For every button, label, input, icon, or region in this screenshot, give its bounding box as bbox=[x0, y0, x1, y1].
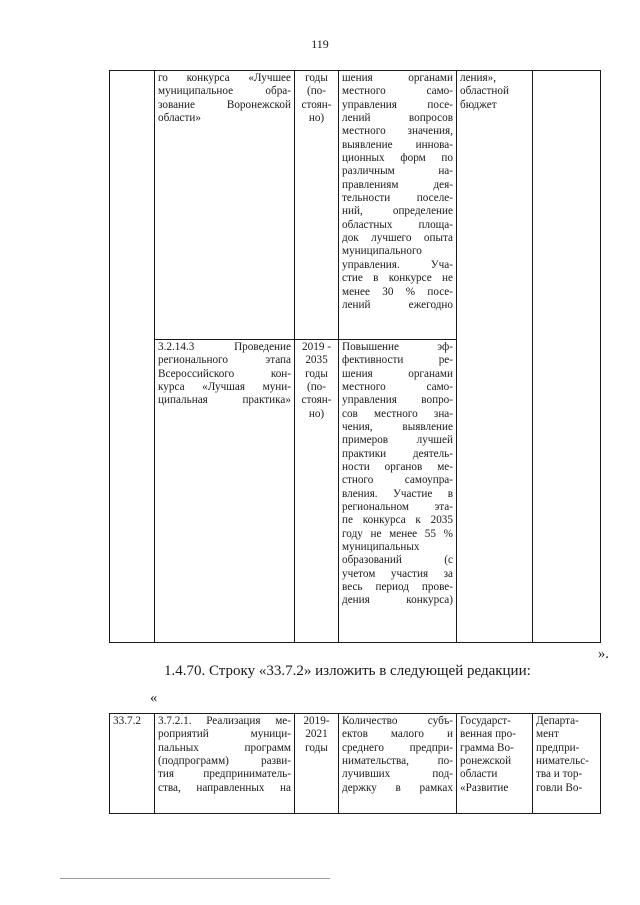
cell-line: лений ежегодно bbox=[342, 298, 453, 311]
cell-line: образований (с bbox=[342, 554, 453, 567]
cell-line: региональном эта- bbox=[342, 501, 453, 514]
cell-line: годы bbox=[305, 72, 328, 84]
cell-line: менее 30 % посе- bbox=[342, 285, 453, 298]
cell-line: но) bbox=[308, 407, 325, 420]
cell-line: правлениям дея- bbox=[342, 178, 453, 191]
cell-line: стоян- bbox=[301, 98, 332, 111]
cell-line: тельности поселе- bbox=[342, 192, 453, 205]
cell-line: ний, определение bbox=[342, 205, 453, 218]
code-cell: 33.7.2 bbox=[110, 714, 155, 814]
period-cell bbox=[295, 339, 339, 642]
cell-line: ципальная практика» bbox=[158, 394, 291, 407]
cell-line: 3.2.14.3 Проведение bbox=[158, 340, 291, 353]
cell-line: году не менее 55 % bbox=[342, 527, 453, 540]
cell-line: области bbox=[460, 768, 498, 781]
period-cell bbox=[295, 714, 339, 814]
cell-line: 2019- bbox=[303, 715, 330, 727]
cell-line: шения органами bbox=[342, 367, 453, 380]
cell-line: местного значения, bbox=[342, 125, 453, 138]
cell-line: Количество субъ- bbox=[342, 715, 453, 727]
code-cell bbox=[110, 71, 155, 643]
cell-line: муниципального bbox=[342, 245, 422, 258]
cell-line: вления. Участие в bbox=[342, 487, 453, 500]
measures-table-continuation bbox=[109, 70, 601, 643]
cell-line: нимательс- bbox=[536, 755, 589, 768]
cell-line: годы bbox=[305, 741, 328, 754]
program-cell bbox=[457, 714, 533, 814]
cell-line: муниципальное обра- bbox=[158, 85, 291, 98]
result-cell bbox=[339, 71, 457, 340]
cell-line: чения, выявление bbox=[342, 421, 453, 433]
cell-line: области» bbox=[158, 112, 201, 125]
cell-line: управления посе- bbox=[342, 98, 453, 111]
cell-line: говли Во- bbox=[536, 781, 583, 794]
title-cell bbox=[155, 339, 295, 642]
cell-line: практики деятель- bbox=[342, 447, 453, 460]
cell-line: курса «Лучшая муни- bbox=[158, 380, 291, 393]
executor-cell bbox=[533, 71, 601, 643]
cell-line: Департа- bbox=[536, 715, 579, 727]
closing-quote: ». bbox=[598, 646, 609, 662]
cell-line: учетом участия за bbox=[342, 567, 453, 580]
cell-line: (подпрограмм) разви- bbox=[158, 755, 291, 768]
cell-line: лучивших под- bbox=[342, 768, 453, 781]
cell-line: бюджет bbox=[460, 98, 497, 111]
cell-line: го конкурса «Лучшее bbox=[158, 72, 291, 84]
cell-line: ронежской bbox=[460, 755, 512, 768]
cell-line: областных площа- bbox=[342, 218, 453, 231]
cell-line: пальных программ bbox=[158, 741, 291, 754]
cell-line: Повышение эф- bbox=[342, 340, 453, 353]
cell-line: ектов малого и bbox=[342, 728, 453, 741]
cell-line: роприятий муници- bbox=[158, 728, 291, 741]
cell-line: управления. Уча- bbox=[342, 258, 453, 271]
cell-line: регионального этапа bbox=[158, 354, 291, 367]
cell-line: лений вопросов bbox=[342, 112, 453, 125]
opening-quote: « bbox=[150, 690, 158, 706]
cell-line: стного самоупра- bbox=[342, 474, 453, 487]
cell-line: стоян- bbox=[301, 394, 332, 407]
cell-line: примеров лучшей bbox=[342, 434, 453, 447]
cell-line: 2021 bbox=[305, 728, 328, 741]
cell-line: ности органов ме- bbox=[342, 461, 453, 474]
cell-line: дения конкурса) bbox=[342, 594, 453, 607]
page-number: 119 bbox=[311, 37, 329, 51]
footer-rule bbox=[60, 878, 330, 879]
cell-line: ства, направленных на bbox=[158, 781, 291, 794]
table-row bbox=[110, 71, 601, 340]
cell-line: «Развитие bbox=[460, 781, 509, 794]
result-cell bbox=[339, 339, 457, 642]
cell-line: выявление иннова- bbox=[342, 138, 453, 151]
cell-line: управления вопро- bbox=[342, 394, 453, 407]
period-cell bbox=[295, 71, 339, 340]
cell-line: ционных форм по bbox=[342, 152, 453, 165]
cell-line: различным на- bbox=[342, 165, 453, 178]
cell-line: грамма Во- bbox=[460, 741, 514, 754]
amendment-paragraph: 1.4.70. Строку «33.7.2» изложить в следующей редакции: bbox=[164, 663, 531, 679]
cell-line: предпри- bbox=[536, 741, 580, 754]
cell-line: нимательства, по- bbox=[342, 755, 453, 768]
cell-line: 3.7.2.1. Реализация ме- bbox=[158, 715, 291, 727]
title-cell bbox=[155, 71, 295, 340]
cell-line: ления», bbox=[460, 72, 497, 84]
cell-line: местного само- bbox=[342, 380, 453, 393]
cell-line: мент bbox=[536, 728, 559, 741]
table-row bbox=[110, 714, 601, 814]
cell-line: областной bbox=[460, 85, 509, 98]
cell-line: (по- bbox=[306, 380, 327, 393]
cell-line: весь период прове- bbox=[342, 581, 453, 594]
cell-line: сов местного зна- bbox=[342, 407, 453, 420]
cell-line: 2035 bbox=[305, 354, 328, 367]
cell-line: док лучшего опыта bbox=[342, 232, 453, 245]
cell-line: годы bbox=[305, 367, 328, 380]
cell-line: 2019 - bbox=[302, 340, 331, 353]
cell-line: муниципальных bbox=[342, 541, 420, 554]
title-cell bbox=[155, 714, 295, 814]
cell-line: держку в рамках bbox=[342, 781, 453, 794]
cell-line: Государст- bbox=[460, 715, 511, 727]
cell-line: тия предприниматель- bbox=[158, 768, 291, 781]
source-cell bbox=[457, 71, 533, 643]
cell-line: венная про- bbox=[460, 728, 516, 741]
cell-line: пе конкурса к 2035 bbox=[342, 514, 453, 527]
cell-line: шения органами bbox=[342, 72, 453, 84]
executor-cell bbox=[533, 714, 601, 814]
cell-line: стие в конкурсе не bbox=[342, 272, 453, 285]
cell-line: среднего предпри- bbox=[342, 741, 453, 754]
cell-line: тва и тор- bbox=[536, 768, 583, 781]
result-cell bbox=[339, 714, 457, 814]
cell-line: Всероссийского кон- bbox=[158, 367, 291, 380]
cell-line: фективности ре- bbox=[342, 354, 453, 367]
measures-table-new-row bbox=[109, 713, 601, 814]
cell-line: зование Воронежской bbox=[158, 98, 291, 111]
cell-line: местного само- bbox=[342, 85, 453, 98]
cell-line: (по- bbox=[306, 85, 327, 98]
cell-line: но) bbox=[308, 112, 325, 125]
